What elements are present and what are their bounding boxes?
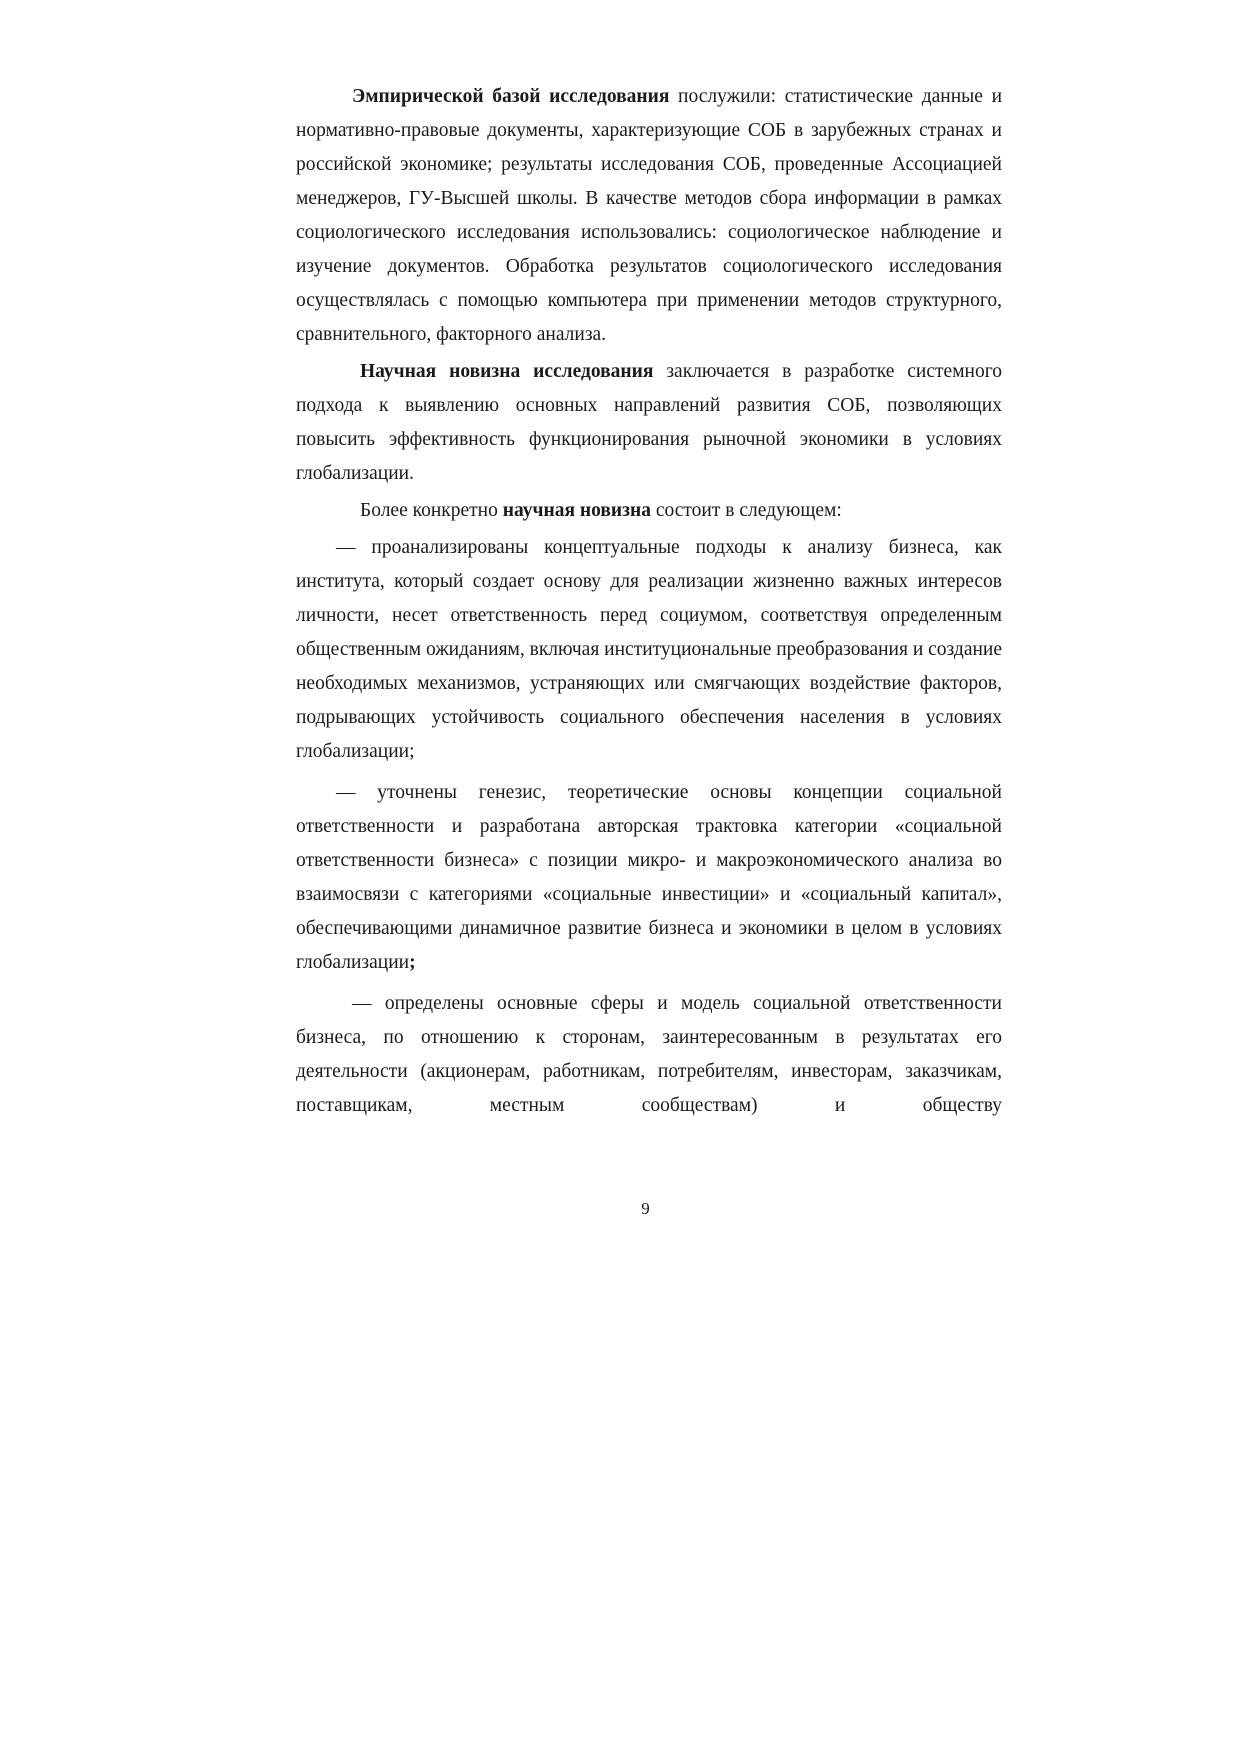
scientific-novelty-heading: Научная новизна исследования [360, 361, 654, 382]
novelty-intro-prefix: Более конкретно [360, 500, 503, 521]
list-item-concepts: — проанализированы концептуальные подходы к анализу бизнеса, как института, который создает основу для реализации жизненно важных интересов личности, несет ответственность перед социумом, соответствуя определенным общественным ожиданиям, включая институциональные преобразования и создание необходимых механизмов, устраняющих или смягчающих воздействие факторов, подрывающих устойчивость социального обеспечения населения в условиях глобализации; [296, 537, 1002, 762]
novelty-intro-suffix: состоит в следующем: [651, 500, 842, 521]
empirical-base-text: послужили: статистические данные и нормативно-правовые документы, характеризующие СОБ в зарубежных странах и российской экономике; результаты исследования СОБ, проведенные Ассоциацией менеджеров, ГУ-Высшей школы. В качестве методов сбора информации в рамках социологического исследования использовались: социологическое наблюдение и изучение документов. Обработка результатов социологического исследования осуществлялась с помощью компьютера при применении методов структурного, сравнительного, факторного анализа. [296, 86, 1003, 345]
paragraph-scientific-novelty [296, 355, 1002, 491]
novelty-intro-bold: научная новизна [502, 500, 651, 521]
body-text [296, 80, 1002, 1123]
empirical-base-heading: Эмпирической базой исследования [352, 86, 670, 107]
paragraph-empirical-base [296, 80, 1002, 352]
page-number: 9 [641, 1199, 650, 1218]
genesis-semicolon: ; [409, 952, 416, 973]
paragraph-novelty-intro [296, 494, 1002, 528]
list-item-spheres: — определены основные сферы и модель социальной ответственности бизнеса, по отношению к сторонам, заинтересованным в результатах его деятельности (акционерам, работникам, потребителям, инвесторам, заказчикам, поставщикам, местным сообществам) и обществу [296, 993, 1002, 1116]
list-item-genesis [296, 776, 1002, 980]
genesis-text: — уточнены генезис, теоретические основы концепции социальной ответственности и разработана авторская трактовка категории «социальной ответственности бизнеса» с позиции микро- и макроэкономического анализа во взаимосвязи с категориями «социальные инвестиции» и «социальный капитал», обеспечивающими динамичное развитие бизнеса и экономики в целом в условиях глобализации [296, 782, 1002, 973]
scientific-novelty-text: заключается в разработке системного подхода к выявлению основных направлений развития СОБ, позволяющих повысить эффективность функционирования рыночной экономики в условиях глобализации. [296, 361, 1002, 484]
